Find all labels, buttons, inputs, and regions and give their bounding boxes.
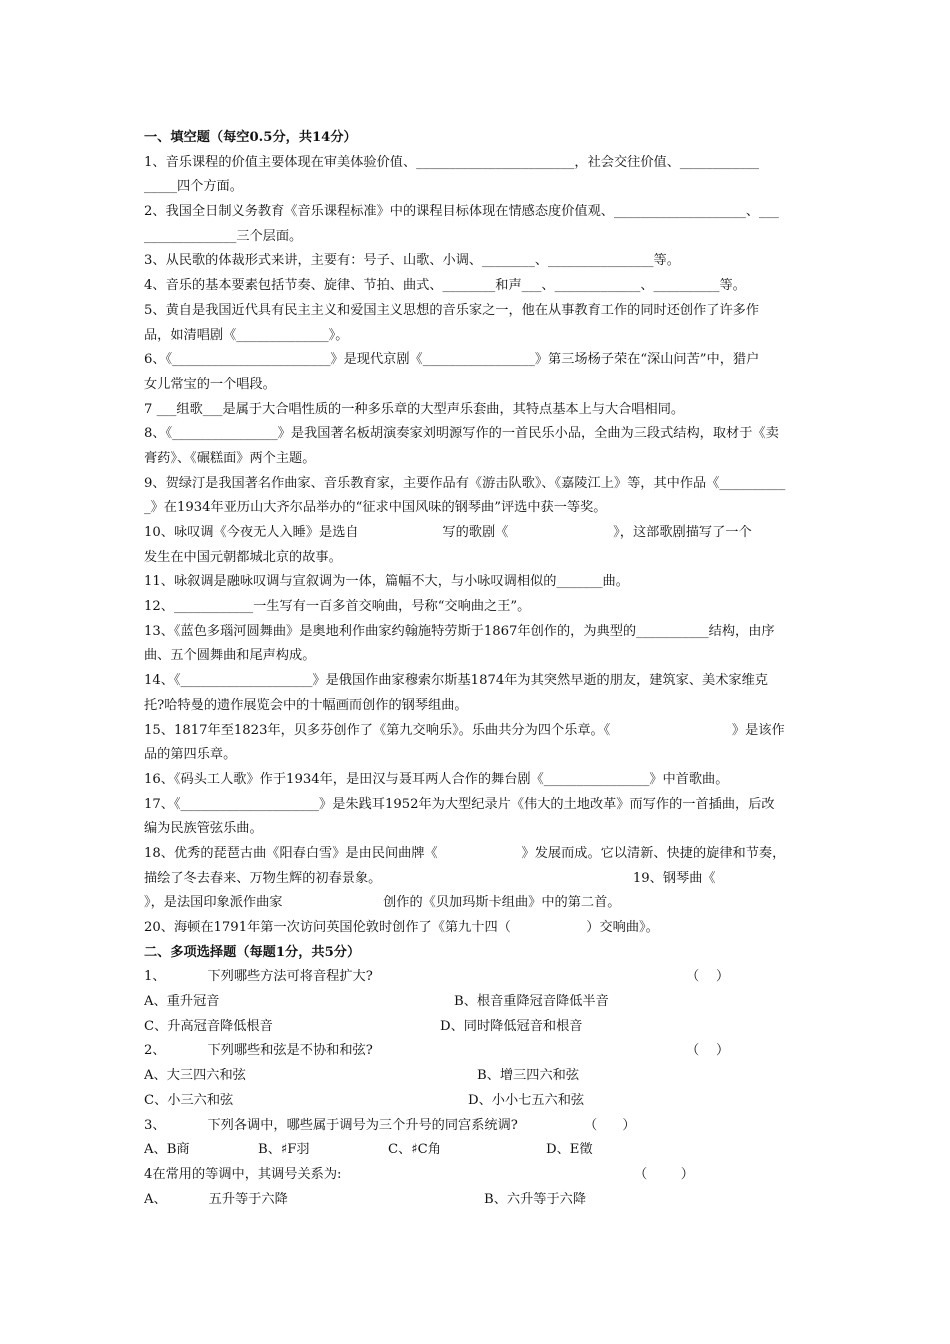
question-line: 20、海顿在1791年第一次访问英国伦敦时创作了《第九十四（ ）交响曲》。	[144, 920, 659, 935]
question-line: 5、黄自是我国近代具有民主主义和爱国主义思想的音乐家之一，他在从事教育工作的同时还创作了许多作	[144, 302, 760, 318]
question-line: 品的第四乐章。	[144, 747, 237, 763]
answer-paren: （ ）	[584, 1117, 636, 1133]
question-stem: 4在常用的等调中，其调号关系为:	[144, 1166, 342, 1182]
mc-question-4	[144, 1163, 808, 1188]
question-line: 》，是法国印象派作曲家 创作的《贝加玛斯卡组曲》中的第二首。	[144, 895, 621, 911]
option-b: B、♯F羽	[258, 1142, 310, 1158]
mc-question-1	[144, 965, 808, 990]
question-line: _____四个方面。	[144, 179, 243, 195]
question-line: 6、《________________________》是现代京剧《_________________》第三场杨子荣在“深山问苦”中，猎户	[144, 352, 760, 368]
question-line: 品，如清唱剧《______________》。	[144, 327, 349, 343]
question-line: 膏药》、《碾糕面》两个主题。	[144, 450, 316, 466]
question-line: 14、《____________________》是俄国作曲家穆索尔斯基1874年为其突然早逝的朋友，建筑家、美术家维克	[144, 673, 768, 689]
question-line: 曲、五个圆舞曲和尾声构成。	[144, 648, 316, 664]
question-line: 1、音乐课程的价值主要体现在审美体验价值、________________________，社会交往价值、____________	[144, 154, 760, 170]
question-stem: 2、 下列哪些和弦是不协和和弦?	[144, 1043, 373, 1059]
option-a: A、B商	[144, 1142, 190, 1158]
option-a: A、重升冠音	[144, 994, 220, 1010]
question-line: 9、贺绿汀是我国著名作曲家、音乐教育家，主要作品有《游击队歌》、《嘉陵江上》等，其中作品《__________	[144, 475, 786, 491]
question-line: 15、1817年至1823年，贝多芬创作了《第九交响乐》。乐曲共分为四个乐章。《 》是该作	[144, 722, 785, 738]
answer-paren: （ ）	[634, 1166, 694, 1182]
question-line: 7 ___组歌___是属于大合唱性质的一种多乐章的大型声乐套曲，其特点基本上与大合唱相同。	[144, 401, 685, 417]
option-b: B、根音重降冠音降低半音	[454, 994, 609, 1010]
mc-question-3	[144, 1114, 808, 1139]
question-line: 11、咏叙调是融咏叹调与宣叙调为一体，篇幅不大，与小咏叹调相似的_______曲。	[144, 574, 629, 590]
question-line: 描绘了冬去春来、万物生辉的初春景象。 19、钢琴曲《	[144, 870, 716, 886]
answer-paren: （ ）	[686, 969, 730, 985]
question-line: 12、____________一生写有一百多首交响曲，号称“交响曲之王”。	[144, 599, 531, 615]
question-line: 发生在中国元朝都城北京的故事。	[144, 549, 342, 565]
option-c: C、升高冠音降低根音	[144, 1018, 273, 1034]
question-line: 16、《码头工人歌》作于1934年，是田汉与聂耳两人合作的舞台剧《________________》中首歌曲。	[144, 771, 729, 787]
mc-options-row	[144, 1138, 808, 1163]
question-line: 编为民族管弦乐曲。	[144, 821, 263, 837]
section-2-heading: 二、多项选择题（每题1分，共5分）	[144, 944, 361, 960]
option-a: A、大三四六和弦	[144, 1068, 246, 1084]
question-line: 17、《_____________________》是朱践耳1952年为大型纪录片《伟大的土地改革》而写作的一首插曲，后改	[144, 796, 775, 812]
mc-options-row	[144, 1015, 808, 1040]
option-d: D、E徵	[546, 1142, 593, 1158]
mc-options-row	[144, 1064, 808, 1089]
option-b: B、六升等于六降	[484, 1191, 587, 1207]
question-line: 3、从民歌的体裁形式来讲，主要有：号子、山歌、小调、________、________________等。	[144, 253, 680, 269]
question-line: 8、《________________》是我国著名板胡演奏家刘明源写作的一首民乐小品，全曲为三段式结构，取材于《卖	[144, 426, 779, 442]
answer-paren: （ ）	[686, 1043, 730, 1059]
question-line: ______________三个层面。	[144, 228, 303, 244]
mc-question-2	[144, 1039, 808, 1064]
option-d: D、小小七五六和弦	[468, 1092, 585, 1108]
question-stem: 1、 下列哪些方法可将音程扩大?	[144, 969, 373, 985]
option-c: C、♯C角	[388, 1142, 441, 1158]
question-stem: 3、 下列各调中，哪些属于调号为三个升号的同宫系统调?	[144, 1117, 518, 1133]
question-line: 2、我国全日制义务教育《音乐课程标准》中的课程目标体现在情感态度价值观、____________________、___	[144, 204, 779, 220]
mc-options-row	[144, 1089, 808, 1114]
option-b: B、增三四六和弦	[477, 1068, 580, 1084]
option-a: A、 五升等于六降	[144, 1191, 288, 1207]
question-line: 10、咏叹调《今夜无人入睡》是选自 写的歌剧《 》，这部歌剧描写了一个	[144, 525, 752, 540]
mc-options-row	[144, 990, 808, 1015]
question-line: _》在1934年亚历山大齐尔品举办的“征求中国风味的钢琴曲”评选中获一等奖。	[144, 500, 607, 516]
option-d: D、同时降低冠音和根音	[440, 1018, 583, 1034]
question-line: 13、《蓝色多瑙河圆舞曲》是奥地利作曲家约翰施特劳斯于1867年创作的，为典型的___________结构，由序	[144, 623, 775, 639]
question-line: 4、音乐的基本要素包括节奏、旋律、节拍、曲式、________和声___、_____________、__________等。	[144, 278, 746, 294]
option-c: C、小三六和弦	[144, 1092, 234, 1108]
section-1-heading: 一、填空题（每空0.5分，共14分）	[144, 130, 357, 145]
document-page	[144, 126, 808, 1212]
question-line: 18、优秀的琵琶古曲《阳春白雪》是由民间曲牌《 》发展而成。它以清新、快捷的旋律和节奏，	[144, 845, 786, 861]
question-line: 托?哈特曼的遗作展览会中的十幅画而创作的钢琴组曲。	[144, 697, 468, 713]
mc-options-row	[144, 1188, 808, 1213]
question-line: 女儿常宝的一个唱段。	[144, 376, 276, 392]
